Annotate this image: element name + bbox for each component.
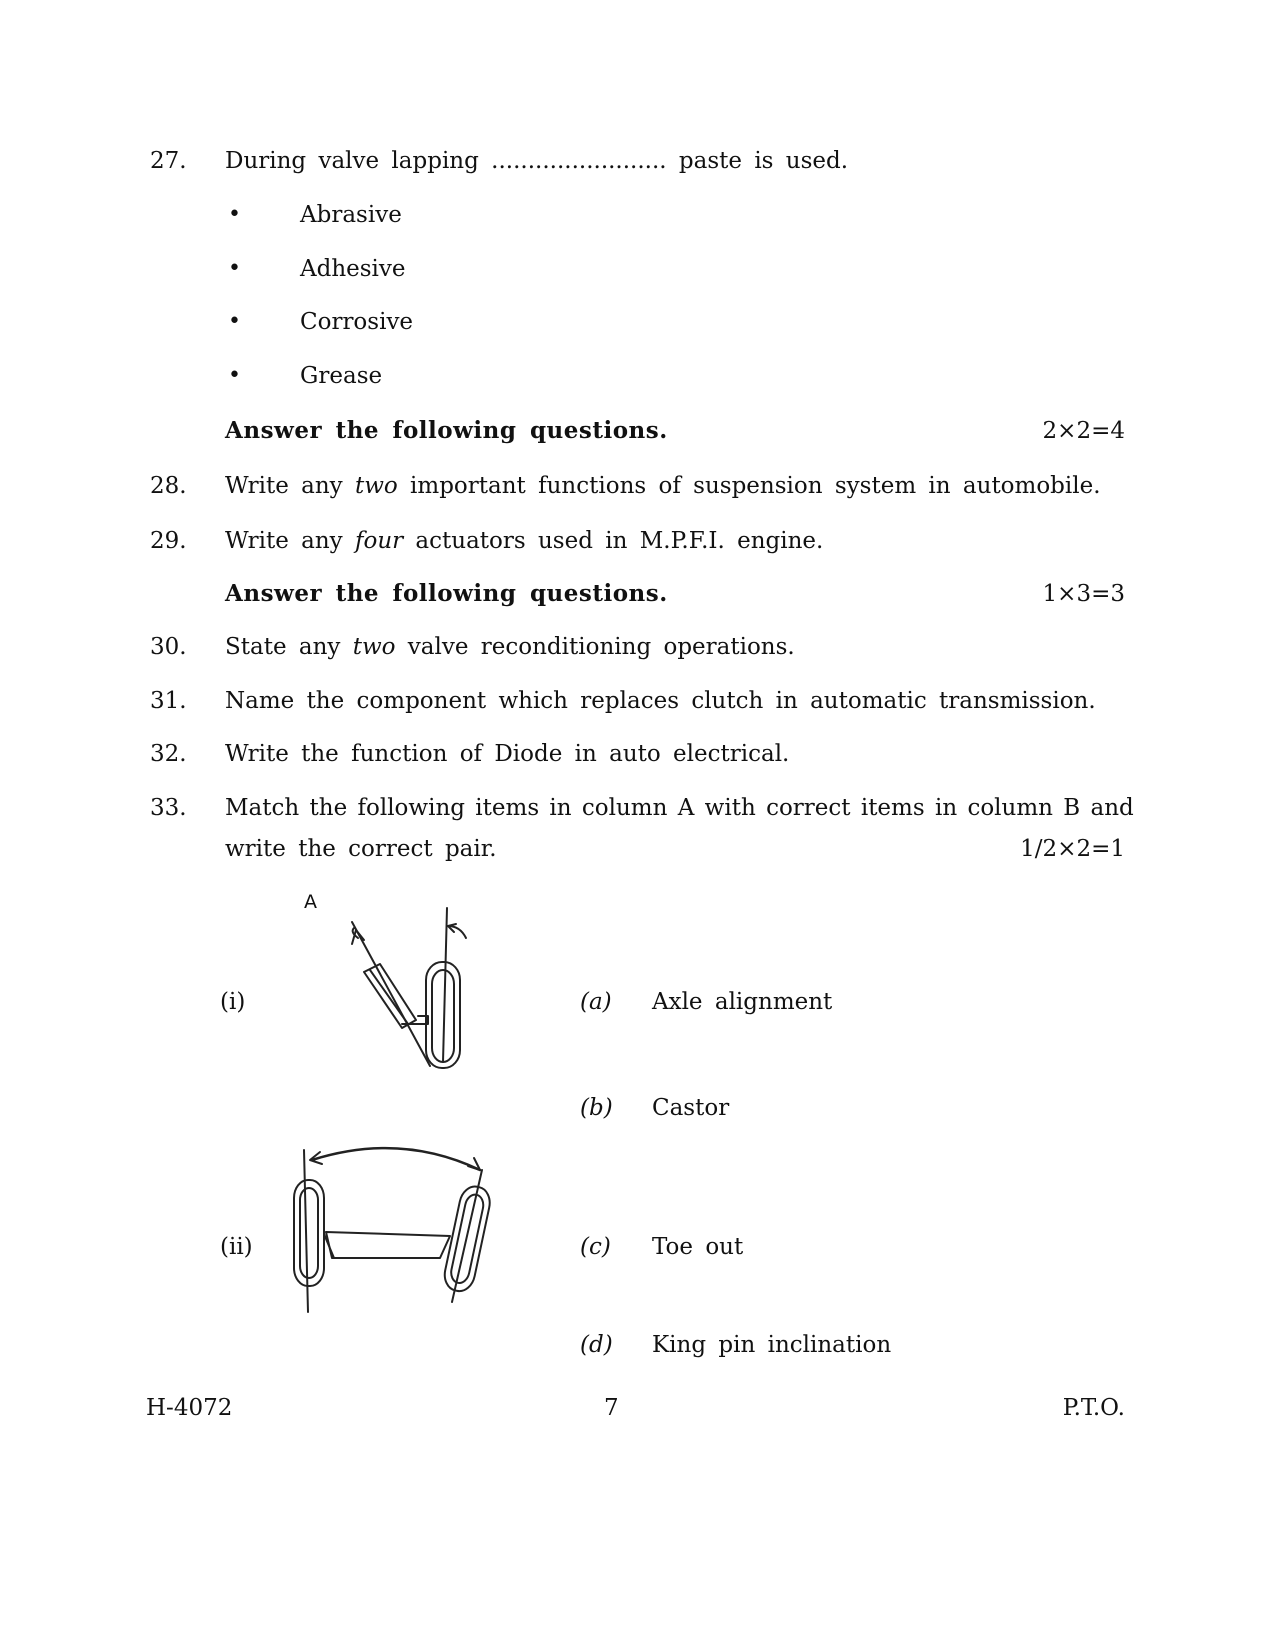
footer-paper-code: H-4072 xyxy=(146,1395,233,1421)
left-wheel-outline xyxy=(294,1180,324,1286)
vertical-reference-line xyxy=(443,908,447,1062)
q31-text: Name the component which replaces clutch in automatic transmission. xyxy=(225,688,1096,714)
column-b-item-c: Toe out xyxy=(652,1234,744,1260)
king-pin-axis-line xyxy=(352,922,430,1066)
column-a-label-i: (i) xyxy=(220,989,246,1015)
section-heading-1: Answer the following questions. xyxy=(225,417,668,444)
q27-stem: During valve lapping ........................ paste is used. xyxy=(225,148,849,174)
axle-end-left xyxy=(324,1234,334,1258)
dimension-arc xyxy=(312,1148,480,1170)
q28-number: 28. xyxy=(150,473,187,499)
q30-number: 30. xyxy=(150,634,187,660)
bullet-icon: • xyxy=(228,363,241,388)
q32-number: 32. xyxy=(150,741,187,767)
column-b-item-b: Castor xyxy=(652,1095,730,1121)
q33-number: 33. xyxy=(150,795,187,821)
q33-line-1: Match the following items in column A with correct items in column B and xyxy=(225,795,1134,821)
q29-number: 29. xyxy=(150,528,187,554)
q27-option-1: Abrasive xyxy=(300,202,402,228)
section-heading-2: Answer the following questions. xyxy=(225,580,668,607)
axle-beam xyxy=(326,1232,450,1258)
bullet-icon: • xyxy=(228,309,241,334)
column-b-item-a: Axle alignment xyxy=(652,989,833,1015)
column-b-item-d: King pin inclination xyxy=(652,1332,892,1358)
column-b-label-d: (d) xyxy=(580,1332,613,1358)
column-b-label-a: (a) xyxy=(580,989,612,1015)
q33-line-2: write the correct pair. xyxy=(225,836,497,862)
section-marks-1: 2×2=4 xyxy=(1042,418,1125,444)
q31-number: 31. xyxy=(150,688,187,714)
q28-text: Write any two important functions of suspension system in automobile. xyxy=(225,473,1101,499)
bullet-icon: • xyxy=(228,256,241,281)
footer-pto: P.T.O. xyxy=(1062,1395,1125,1421)
q33-marks: 1/2×2=1 xyxy=(1020,836,1125,862)
q32-text: Write the function of Diode in auto electrical. xyxy=(225,741,790,767)
arrow-head-right-icon xyxy=(468,1158,480,1170)
king-pin-inclination-figure xyxy=(330,900,490,1080)
q27-option-2: Adhesive xyxy=(300,256,406,282)
q27-option-3: Corrosive xyxy=(300,309,414,335)
column-a-label: A xyxy=(304,891,317,913)
q27-number: 27. xyxy=(150,148,187,174)
footer-page-number: 7 xyxy=(604,1395,619,1421)
bullet-icon: • xyxy=(228,202,241,227)
column-a-label-ii: (ii) xyxy=(220,1234,253,1260)
section-marks-2: 1×3=3 xyxy=(1042,581,1125,607)
left-wheel-inner xyxy=(300,1188,318,1278)
column-b-label-b: (b) xyxy=(580,1095,613,1121)
q29-text: Write any four actuators used in M.P.F.I. engine. xyxy=(225,528,824,554)
q27-option-4: Grease xyxy=(300,363,383,389)
toe-out-figure xyxy=(290,1140,510,1320)
q30-text: State any two valve reconditioning operations. xyxy=(225,634,795,660)
left-reference-line xyxy=(304,1150,308,1312)
column-b-label-c: (c) xyxy=(580,1234,611,1260)
